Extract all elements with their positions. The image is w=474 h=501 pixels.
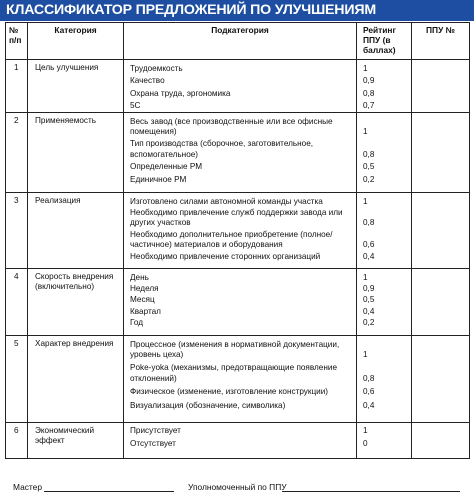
table-row — [6, 268, 470, 335]
header-subcategory: Подкатегория — [124, 23, 357, 60]
subcategory-item: Определенные РМ — [130, 162, 203, 172]
rating-value: 1 — [363, 196, 368, 206]
rating-value: 0,5 — [363, 295, 375, 305]
row-ratings — [357, 335, 412, 422]
table-row — [6, 60, 470, 113]
subcategory-item: Качество — [130, 76, 165, 86]
rating-value: 0,7 — [363, 101, 375, 111]
subcategory-item: Трудоемкость — [130, 64, 183, 73]
header-num: № п/п — [6, 23, 28, 60]
rating-value: 0,9 — [363, 76, 375, 86]
row-ratings — [357, 268, 412, 335]
subcategory-item: 5С — [130, 101, 141, 111]
rating-value: 0,5 — [363, 162, 375, 172]
ppu-number-cell[interactable] — [412, 112, 470, 192]
subcategory-item: Физическое (изменение, изготовление конструкции) — [130, 387, 329, 397]
subcategory-item: Единичное РМ — [130, 174, 187, 184]
rating-value: 0,4 — [363, 251, 375, 261]
rating-value: 1 — [363, 425, 368, 435]
subcategory-item: Отсутствует — [130, 439, 176, 449]
header-rating: Рейтинг ППУ (в баллах) — [357, 23, 412, 60]
subcategory-item: Визуализация (обозначение, символика) — [130, 400, 286, 410]
ppu-number-cell[interactable] — [412, 335, 470, 422]
row-category: Реализация — [28, 192, 124, 268]
row-number: 6 — [6, 422, 28, 458]
table-row — [6, 192, 470, 268]
subcategory-item: Изготовлено силами автономной команды участка — [130, 196, 323, 206]
classifier-table — [5, 22, 470, 459]
row-category: Скорость внедрения (включительно) — [28, 268, 124, 335]
row-subcategories — [124, 112, 357, 192]
row-number: 2 — [6, 112, 28, 192]
subcategory-item: Poke-yoka (механизмы, предотвращающие появление отклонений) — [130, 363, 338, 383]
rating-value: 0,4 — [363, 400, 375, 410]
subcategory-item: Месяц — [130, 295, 155, 305]
rating-value: 0 — [363, 439, 368, 449]
subcategory-item: Процессное (изменения в нормативной документации, уровень цеха) — [130, 339, 340, 360]
row-category: Применяемость — [28, 112, 124, 192]
row-number: 5 — [6, 335, 28, 422]
subcategory-item: Охрана труда, эргономика — [130, 88, 231, 98]
ppu-number-cell[interactable] — [412, 60, 470, 113]
rating-value: 1 — [363, 127, 368, 137]
row-subcategories — [124, 422, 357, 458]
signature-footer — [0, 476, 474, 496]
subcategory-item: Необходимо дополнительное приобретение (полное/частичное) материалов и оборудования — [130, 229, 333, 250]
row-number: 1 — [6, 60, 28, 113]
header-category: Категория — [28, 23, 124, 60]
rating-value: 0,4 — [363, 306, 375, 316]
row-ratings — [357, 192, 412, 268]
rating-value: 0,9 — [363, 284, 375, 294]
subcategory-item: Необходимо привлечение служб поддержки завода или других участков — [130, 208, 343, 228]
row-category: Цель улучшения — [28, 60, 124, 113]
ppu-number-cell[interactable] — [412, 422, 470, 458]
row-number: 3 — [6, 192, 28, 268]
subcategory-item: Год — [130, 318, 144, 328]
subcategory-item: Тип производства (сборочное, заготовительное, вспомогательное) — [130, 139, 314, 159]
row-ratings — [357, 60, 412, 113]
row-number: 4 — [6, 268, 28, 335]
ppu-authorized-signature-line[interactable] — [282, 491, 460, 492]
rating-value: 0,6 — [363, 387, 375, 397]
rating-value: 1 — [363, 272, 368, 282]
page-title: КЛАССИФИКАТОР ПРЕДЛОЖЕНИЙ ПО УЛУЧШЕНИЯМ — [0, 0, 474, 21]
ppu-authorized-label: Уполномоченный по ППУ — [188, 482, 287, 492]
table-row — [6, 335, 470, 422]
rating-value: 1 — [363, 64, 368, 73]
table-row — [6, 112, 470, 192]
subcategory-item: Присутствует — [130, 425, 181, 435]
rating-value: 0,2 — [363, 174, 375, 184]
rating-value: 0,6 — [363, 240, 375, 250]
rating-value: 0,2 — [363, 318, 375, 328]
subcategory-item: Квартал — [130, 306, 161, 316]
ppu-number-cell[interactable] — [412, 192, 470, 268]
row-category: Характер внедрения — [28, 335, 124, 422]
table-row — [6, 422, 470, 458]
row-ratings — [357, 112, 412, 192]
row-ratings — [357, 422, 412, 458]
table-header-row — [6, 23, 470, 60]
rating-value: 0,8 — [363, 88, 375, 98]
row-subcategories — [124, 268, 357, 335]
rating-value: 1 — [363, 350, 368, 360]
rating-value: 0,8 — [363, 149, 375, 159]
subcategory-item: День — [130, 272, 149, 282]
rating-value: 0,8 — [363, 373, 375, 383]
row-subcategories — [124, 335, 357, 422]
master-signature-line[interactable] — [44, 491, 174, 492]
row-category: Экономический эффект — [28, 422, 124, 458]
rating-value: 0,8 — [363, 218, 375, 228]
header-ppu: ППУ № — [412, 23, 470, 60]
master-label: Мастер — [13, 482, 42, 492]
row-subcategories — [124, 192, 357, 268]
subcategory-item: Весь завод (все производственные или все офисные помещения) — [130, 116, 333, 137]
subcategory-item: Необходимо привлечение сторонних организаций — [130, 251, 321, 261]
ppu-number-cell[interactable] — [412, 268, 470, 335]
subcategory-item: Неделя — [130, 284, 159, 294]
row-subcategories — [124, 60, 357, 113]
